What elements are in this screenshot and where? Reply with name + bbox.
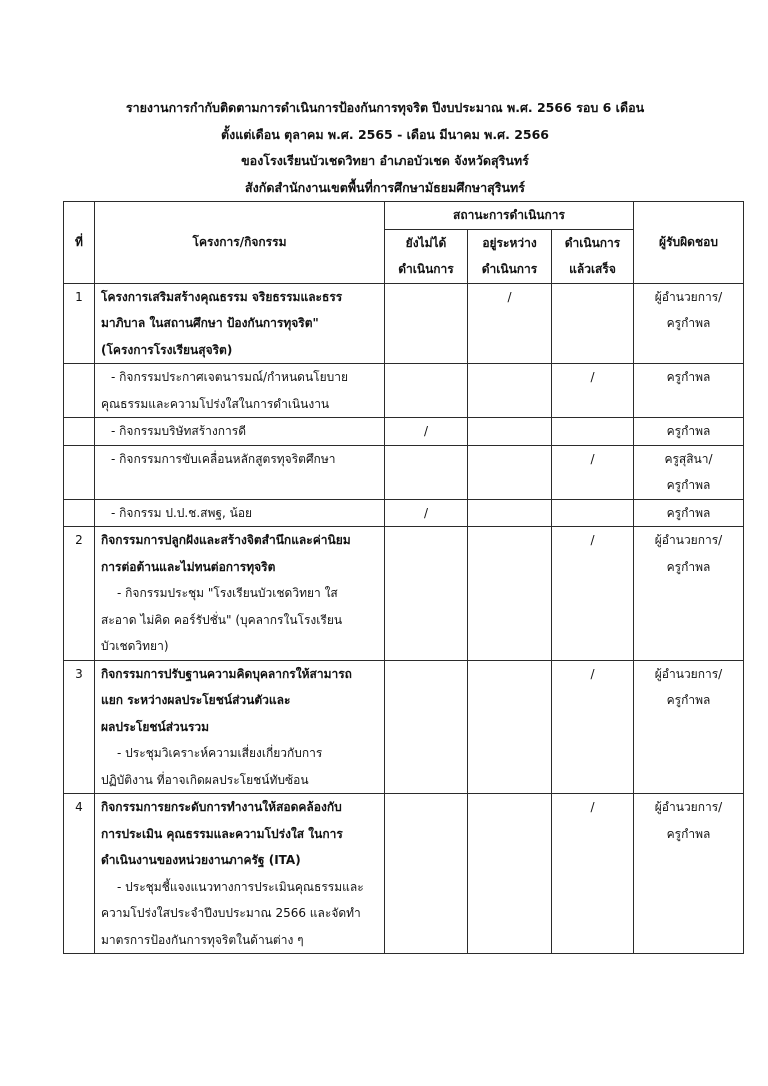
table-row: [64, 418, 744, 446]
report-period: ตั้งแต่เดือน ตุลาคม พ.ศ. 2565 - เดือน มีนาคม พ.ศ. 2566: [220, 126, 549, 142]
project-line: คุณธรรมและความโปร่งใสในการดำเนินงาน: [101, 396, 330, 411]
project-line: กิจกรรมการยกระดับการทำงานให้สอดคล้องกับ: [101, 800, 342, 814]
project-line: - กิจกรรมบริษัทสร้างการดี: [111, 424, 246, 438]
project-cell: [95, 660, 385, 794]
project-cell: [95, 445, 385, 499]
not-started-cell: [385, 660, 468, 794]
done-cell: [552, 499, 634, 527]
status-mark: /: [590, 800, 595, 814]
responsible-line: ครูกำพล: [666, 826, 711, 841]
table-row: [64, 660, 744, 794]
table-row: [64, 794, 744, 954]
project-line: การประเมิน คุณธรรมและความโปร่งใส ในการ: [101, 826, 343, 841]
status-mark: /: [590, 666, 595, 681]
col-responsible-header: ผู้รับผิดชอบ: [634, 202, 744, 284]
responsible-cell: [634, 445, 744, 499]
row-number: [64, 418, 95, 446]
in-progress-cell: [468, 794, 552, 954]
row-number: [64, 499, 95, 527]
responsible-cell: [634, 660, 744, 794]
not-started-cell: [385, 527, 468, 661]
row-number: 4: [64, 794, 95, 954]
row-number: 1: [64, 283, 95, 364]
done-cell: [552, 445, 634, 499]
done-cell: [552, 660, 634, 794]
project-line: ดำเนินงานของหน่วยงานภาครัฐ (ITA): [101, 853, 301, 867]
responsible-cell: [634, 283, 744, 364]
project-line: - กิจกรรมประชุม "โรงเรียนบัวเชดวิทยา ใส: [117, 586, 338, 600]
responsible-cell: [634, 499, 744, 527]
done-cell: [552, 418, 634, 446]
project-line: ผลประโยชน์ส่วนรวม: [101, 719, 210, 734]
project-line: กิจกรรมการปลูกฝังและสร้างจิตสำนึกและค่านิยม: [101, 533, 351, 547]
col-in-progress-line2: ดำเนินการ: [481, 262, 538, 276]
in-progress-cell: [468, 660, 552, 794]
status-mark: /: [590, 370, 595, 384]
col-project-header: โครงการ/กิจกรรม: [95, 202, 385, 284]
report-title: รายงานการกำกับติดตามการดำเนินการป้องกันการทุจริต ปีงบประมาณ พ.ศ. 2566 รอบ 6 เดือน: [125, 100, 645, 115]
col-done-line2: แล้วเสร็จ: [569, 262, 616, 276]
project-line: ปฏิบัติงาน ที่อาจเกิดผลประโยชน์ทับซ้อน: [101, 772, 309, 787]
project-line: - กิจกรรมประกาศเจตนารมณ์/กำหนดนโยบาย: [111, 370, 349, 384]
table-row: [64, 283, 744, 364]
status-mark: /: [507, 289, 512, 304]
report-header: [0, 95, 768, 201]
not-started-cell: [385, 499, 468, 527]
responsible-line: ผู้อำนวยการ/: [654, 533, 723, 547]
project-cell: [95, 794, 385, 954]
in-progress-cell: [468, 527, 552, 661]
responsible-line: ผู้อำนวยการ/: [654, 800, 723, 814]
table-row: [64, 527, 744, 661]
done-cell: [552, 527, 634, 661]
in-progress-cell: [468, 364, 552, 418]
status-table: [63, 201, 744, 954]
table-header: [64, 202, 744, 284]
responsible-line: ครูกำพล: [666, 370, 711, 384]
project-line-empty: [101, 472, 380, 499]
not-started-cell: [385, 794, 468, 954]
col-not-started-header: [385, 229, 468, 283]
in-progress-cell: [468, 283, 552, 364]
status-mark: /: [590, 533, 595, 547]
project-line: สะอาด ไม่คิด คอร์รัปชั่น" (บุคลากรในโรงเรียน: [101, 612, 343, 627]
col-status-header: สถานะการดำเนินการ: [385, 202, 634, 230]
project-line: การต่อต้านและไม่ทนต่อการทุจริต: [101, 559, 276, 574]
responsible-cell: [634, 794, 744, 954]
row-number: [64, 364, 95, 418]
responsible-line: ผู้อำนวยการ/: [654, 666, 723, 681]
done-cell: [552, 283, 634, 364]
report-office: สังกัดสำนักงานเขตพื้นที่การศึกษามัธยมศึกษาสุรินทร์: [245, 179, 525, 195]
not-started-cell: [385, 364, 468, 418]
project-line: มาภิบาล ในสถานศึกษา ป้องกันการทุจริต": [101, 316, 319, 330]
responsible-line: ครูกำพล: [666, 505, 711, 520]
status-mark: /: [423, 505, 429, 520]
col-no-header: ที่: [64, 202, 95, 284]
responsible-cell: [634, 418, 744, 446]
col-in-progress-line1: อยู่ระหว่าง: [482, 235, 537, 250]
table-row: [64, 499, 744, 527]
row-number: [64, 445, 95, 499]
status-mark: /: [423, 424, 429, 438]
responsible-cell: [634, 527, 744, 661]
row-number: 2: [64, 527, 95, 661]
project-line: กิจกรรมการปรับฐานความคิดบุคลากรให้สามารถ: [101, 666, 352, 681]
project-line: - กิจกรรมการขับเคลื่อนหลักสูตรทุจริตศึกษา: [111, 451, 336, 466]
responsible-cell: [634, 364, 744, 418]
responsible-line: ครูสุสินา/: [664, 451, 713, 466]
project-cell: [95, 499, 385, 527]
col-done-header: [552, 229, 634, 283]
responsible-line: ครูกำพล: [666, 693, 711, 707]
project-line: (โครงการโรงเรียนสุจริต): [101, 342, 233, 357]
responsible-line: ครูกำพล: [666, 478, 711, 492]
report-school: ของโรงเรียนบัวเชดวิทยา อำเภอบัวเชด จังหวัดสุรินทร์: [241, 153, 529, 168]
table-row: [64, 445, 744, 499]
project-line: โครงการเสริมสร้างคุณธรรม จริยธรรมและธรร: [101, 289, 343, 304]
project-line: - ประชุมวิเคราะห์ความเสี่ยงเกี่ยวกับการ: [117, 746, 323, 760]
project-line: - กิจกรรม ป.ป.ช.สพฐ, น้อย: [111, 505, 253, 520]
in-progress-cell: [468, 499, 552, 527]
project-line: ความโปร่งใสประจำปีงบประมาณ 2566 และจัดทำ: [101, 906, 361, 920]
project-line: แยก ระหว่างผลประโยชน์ส่วนตัวและ: [101, 693, 291, 707]
project-line: บัวเชดวิทยา): [101, 639, 169, 653]
responsible-line: ครูกำพล: [666, 316, 711, 330]
project-line: มาตรการป้องกันการทุจริตในด้านต่าง ๆ: [101, 932, 304, 947]
in-progress-cell: [468, 418, 552, 446]
responsible-line: ครูกำพล: [666, 424, 711, 438]
project-cell: [95, 418, 385, 446]
status-mark: /: [590, 451, 595, 466]
responsible-line: ผู้อำนวยการ/: [654, 289, 723, 304]
col-not-started-line2: ดำเนินการ: [398, 262, 454, 276]
in-progress-cell: [468, 445, 552, 499]
col-not-started-line1: ยังไม่ได้: [405, 235, 447, 250]
responsible-line: ครูกำพล: [666, 559, 711, 574]
done-cell: [552, 364, 634, 418]
col-in-progress-header: [468, 229, 552, 283]
not-started-cell: [385, 283, 468, 364]
not-started-cell: [385, 418, 468, 446]
project-cell: [95, 283, 385, 364]
table-row: [64, 364, 744, 418]
project-line: - ประชุมชี้แจงแนวทางการประเมินคุณธรรมและ: [117, 879, 364, 894]
col-done-line1: ดำเนินการ: [564, 235, 621, 250]
project-cell: [95, 527, 385, 661]
not-started-cell: [385, 445, 468, 499]
done-cell: [552, 794, 634, 954]
project-cell: [95, 364, 385, 418]
row-number: 3: [64, 660, 95, 794]
